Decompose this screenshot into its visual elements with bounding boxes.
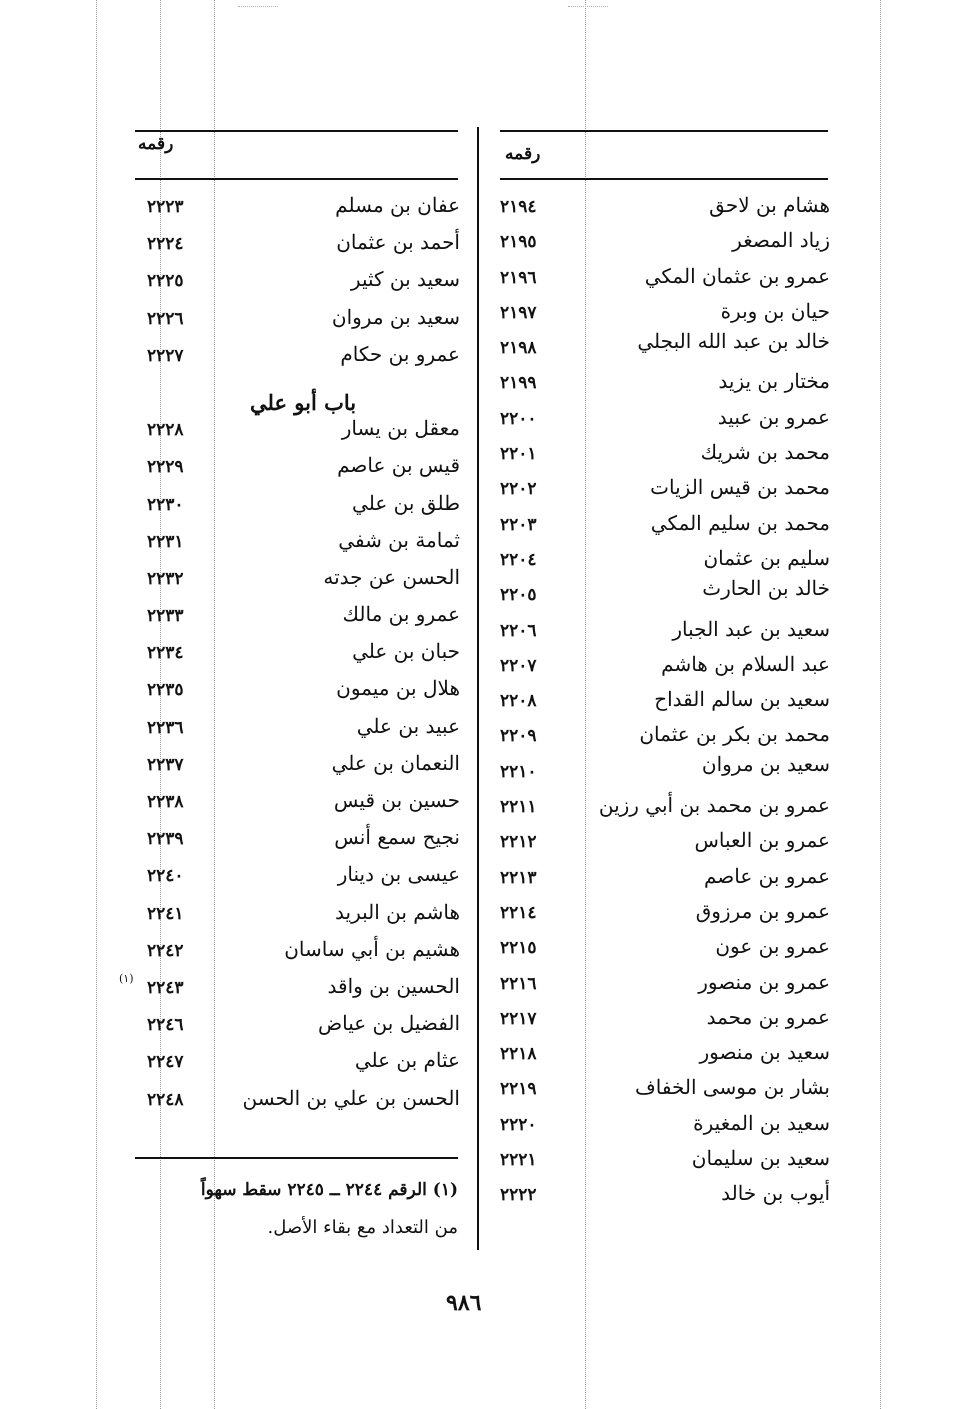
entry-name: عبيد بن علي bbox=[356, 713, 460, 738]
entry-name: طلق بن علي bbox=[352, 490, 460, 515]
entry-name: محمد بن شريك bbox=[700, 440, 830, 465]
entry-number: ٢٢٠١ bbox=[500, 444, 537, 465]
entry-number: ٢١٩٦ bbox=[500, 267, 537, 288]
entry-number: ٢٢٢١ bbox=[500, 1150, 537, 1171]
list-item bbox=[500, 511, 830, 546]
list-item bbox=[500, 793, 830, 828]
list-item bbox=[500, 475, 830, 510]
list-item bbox=[135, 751, 460, 788]
list-item bbox=[135, 1086, 460, 1123]
entry-number: ٢٢١٣ bbox=[500, 867, 537, 888]
entry-number: ٢٢١٨ bbox=[500, 1044, 537, 1065]
entry-name: سليم بن عثمان bbox=[703, 545, 830, 570]
list-item bbox=[135, 305, 460, 342]
entry-number: ٢٢٢٢ bbox=[500, 1185, 537, 1206]
entry-name: عمرو بن عون bbox=[715, 934, 830, 959]
entry-number: ٢٢٠٨ bbox=[500, 691, 537, 712]
entry-name: سعيد بن المغيرة bbox=[693, 1110, 830, 1135]
list-item bbox=[500, 581, 830, 616]
entry-name: هشيم بن أبي ساسان bbox=[284, 936, 460, 961]
entry-name: عيسى بن دينار bbox=[337, 862, 460, 887]
entry-number: ٢٢٣٣ bbox=[147, 606, 184, 627]
list-item bbox=[500, 687, 830, 722]
list-item bbox=[135, 639, 460, 676]
entry-name-secondary: خالد بن عبد الله البجلي bbox=[637, 328, 830, 353]
list-item bbox=[119, 971, 460, 1011]
list-item bbox=[500, 1040, 830, 1075]
entry-name: الحسن عن جدته bbox=[323, 564, 460, 589]
list-item bbox=[135, 193, 460, 230]
footnote-line-2: من التعداد مع بقاء الأصل. bbox=[267, 1217, 458, 1238]
entry-number: ٢٢٤٠ bbox=[147, 866, 184, 887]
entry-number: ٢٢٣٦ bbox=[147, 717, 184, 738]
entry-name: عمرو بن منصور bbox=[698, 969, 830, 994]
entry-name: عمرو بن مرزوق bbox=[695, 898, 830, 923]
entry-name: ثمامة بن شفي bbox=[338, 527, 460, 552]
entry-number: ٢٢٣٨ bbox=[147, 792, 184, 812]
scan-guide-line bbox=[568, 6, 608, 7]
list-item bbox=[500, 1005, 830, 1040]
list-item bbox=[135, 862, 460, 899]
list-item bbox=[135, 528, 460, 565]
left-header-top-rule bbox=[135, 130, 458, 132]
entry-name: عبد السلام بن هاشم bbox=[661, 651, 830, 676]
entry-number: ٢٢٤٧ bbox=[147, 1052, 184, 1073]
entry-number: ٢٢١٠ bbox=[500, 761, 537, 782]
list-item bbox=[500, 440, 830, 475]
list-item bbox=[135, 491, 460, 528]
entry-name: قيس بن عاصم bbox=[337, 453, 460, 478]
list-item bbox=[500, 1075, 830, 1110]
left-column-list bbox=[119, 193, 460, 1123]
entry-name: سعيد بن كثير bbox=[350, 267, 460, 292]
entry-name: عمرو بن عثمان المكي bbox=[644, 263, 830, 288]
page-number: ٩٨٦ bbox=[446, 1290, 482, 1316]
list-item bbox=[500, 864, 830, 899]
scan-guide-line bbox=[880, 0, 881, 1409]
entry-number: ٢٢٣٩ bbox=[147, 829, 184, 850]
entry-number: ٢٢٣٢ bbox=[147, 568, 184, 589]
entry-number: ٢١٩٧ bbox=[500, 302, 537, 323]
entry-number: ٢٢٢٥ bbox=[147, 271, 184, 292]
right-header-top-rule bbox=[500, 130, 828, 132]
entry-number: ٢٢٣٥ bbox=[147, 680, 184, 701]
list-item bbox=[135, 900, 460, 937]
entry-name: معقل بن يسار bbox=[341, 416, 460, 441]
entry-name: مختار بن يزيد bbox=[718, 369, 830, 394]
entry-name-secondary: خالد بن الحارث bbox=[702, 575, 830, 600]
list-item bbox=[135, 230, 460, 267]
entry-name: حسين بن قيس bbox=[333, 788, 460, 812]
list-item bbox=[500, 264, 830, 299]
list-item bbox=[500, 934, 830, 969]
entry-number: ٢٢١١ bbox=[500, 797, 537, 818]
entry-number: ٢٢٠٣ bbox=[500, 514, 537, 535]
entry-number: ٢٢٠٥ bbox=[500, 585, 537, 606]
entry-name: عمرو بن محمد bbox=[706, 1004, 830, 1029]
list-item bbox=[135, 676, 460, 713]
entry-number: ٢٢٤٢ bbox=[147, 940, 184, 961]
list-item bbox=[135, 1048, 460, 1085]
entry-name: هاشم بن البريد bbox=[335, 899, 460, 924]
entry-name-secondary: سعيد بن مروان bbox=[701, 752, 830, 777]
entry-number: ٢٢٢٨ bbox=[147, 420, 184, 441]
list-item bbox=[500, 193, 830, 228]
entry-name: عمرو بن محمد بن أبي رزين bbox=[598, 793, 830, 818]
list-item bbox=[135, 342, 460, 379]
entry-name: عمرو بن حكام bbox=[340, 341, 460, 366]
entry-number: ٢٢٣٧ bbox=[147, 754, 184, 775]
entry-number: ٢٢١٦ bbox=[500, 973, 537, 994]
entry-name: محمد بن قيس الزيات bbox=[650, 475, 830, 500]
list-item bbox=[135, 1011, 460, 1048]
entry-number: ٢٢٤٨ bbox=[147, 1089, 184, 1110]
entry-number: ٢٢٤٣ bbox=[147, 977, 184, 998]
entry-name: نجيح سمع أنس bbox=[334, 825, 460, 850]
entry-name: سعيد بن سليمان bbox=[691, 1146, 830, 1171]
list-item bbox=[500, 617, 830, 652]
entry-number: ٢٢٢٠ bbox=[500, 1114, 537, 1135]
list-item bbox=[500, 228, 830, 263]
entry-number: ٢٢٠٠ bbox=[500, 408, 537, 429]
entry-name: عثام بن علي bbox=[354, 1048, 460, 1073]
column-divider bbox=[477, 127, 479, 1250]
list-item bbox=[500, 334, 830, 369]
entry-name: حبان بن علي bbox=[352, 639, 460, 664]
list-item bbox=[135, 602, 460, 639]
entry-name: أيوب بن خالد bbox=[721, 1181, 830, 1206]
entry-name: عمرو بن عبيد bbox=[717, 404, 830, 429]
entry-name: عمرو بن عاصم bbox=[703, 863, 830, 888]
scan-guide-line bbox=[96, 0, 97, 1409]
entry-number: ٢٢٠٦ bbox=[500, 620, 537, 641]
list-item bbox=[500, 652, 830, 687]
entry-number: ٢٢٠٩ bbox=[500, 726, 537, 747]
right-column-list bbox=[500, 193, 830, 1217]
entry-number: ٢٢١٧ bbox=[500, 1008, 537, 1029]
footnote-marker: (١) bbox=[119, 971, 134, 985]
entry-name: حيان بن وبرة bbox=[720, 298, 830, 323]
list-item bbox=[500, 369, 830, 404]
entry-number: ٢٢٠٤ bbox=[500, 549, 537, 570]
list-item bbox=[500, 1146, 830, 1181]
entry-number: ٢١٩٤ bbox=[500, 197, 537, 217]
entry-name: أحمد بن عثمان bbox=[336, 230, 460, 255]
entry-number: ٢٢٢٣ bbox=[147, 197, 184, 217]
footnote-rule bbox=[135, 1157, 458, 1159]
entry-number: ٢٢٣٠ bbox=[147, 494, 184, 515]
list-item bbox=[500, 970, 830, 1005]
entry-number: ٢٢٣١ bbox=[147, 531, 184, 552]
entry-number: ٢٢٢٤ bbox=[147, 234, 184, 255]
entry-number: ٢٢١٤ bbox=[500, 902, 537, 923]
entry-number: ٢٢٤١ bbox=[147, 903, 184, 924]
entry-name: زياد المصغر bbox=[732, 228, 830, 253]
entry-name: هلال بن ميمون bbox=[336, 676, 460, 701]
entry-name: الفضيل بن عياض bbox=[317, 1011, 460, 1036]
footnote-line-1: (١) الرقم ٢٢٤٤ ــ ٢٢٤٥ سقط سهواً bbox=[200, 1180, 458, 1200]
list-item bbox=[135, 453, 460, 490]
entry-name: الحسن بن علي بن الحسن bbox=[242, 1085, 460, 1110]
right-header-bottom-rule bbox=[500, 178, 828, 180]
entry-name: سعيد بن منصور bbox=[699, 1040, 830, 1065]
entry-number: ٢١٩٥ bbox=[500, 232, 537, 253]
list-item bbox=[135, 788, 460, 825]
left-header-bottom-rule bbox=[135, 178, 458, 180]
entry-name: سعيد بن مروان bbox=[331, 304, 460, 329]
list-item bbox=[135, 267, 460, 304]
left-column-header: رقمه bbox=[138, 134, 174, 154]
list-item bbox=[500, 405, 830, 440]
entry-number: ٢٢١٩ bbox=[500, 1079, 537, 1100]
entry-number: ٢٢٢٦ bbox=[147, 308, 184, 329]
entry-name: عمرو بن العباس bbox=[694, 828, 830, 853]
right-column-header: رقمه bbox=[505, 144, 541, 164]
entry-number: ٢٢٢٧ bbox=[147, 345, 184, 366]
entry-name: سعيد بن سالم القداح bbox=[654, 687, 830, 712]
entry-number: ٢٢٤٦ bbox=[147, 1015, 184, 1036]
entry-number: ٢٢٠٧ bbox=[500, 655, 537, 676]
list-item bbox=[500, 828, 830, 863]
entry-number: ٢١٩٨ bbox=[500, 338, 537, 359]
entry-name: الحسين بن واقد bbox=[327, 973, 460, 998]
list-item bbox=[135, 937, 460, 974]
entry-name: بشار بن موسى الخفاف bbox=[635, 1075, 830, 1100]
entry-name: محمد بن سليم المكي bbox=[650, 510, 830, 535]
scan-guide-line bbox=[238, 6, 278, 7]
list-item bbox=[135, 825, 460, 862]
entry-number: ٢٢٠٢ bbox=[500, 479, 537, 500]
entry-number: ٢٢٢٩ bbox=[147, 457, 184, 478]
list-item bbox=[135, 416, 460, 453]
entry-number: ٢٢١٢ bbox=[500, 832, 537, 853]
list-item bbox=[500, 1111, 830, 1146]
entry-name: هشام بن لاحق bbox=[709, 193, 830, 217]
entry-number: ٢٢٣٤ bbox=[147, 643, 184, 664]
list-item bbox=[135, 565, 460, 602]
entry-number: ٢٢١٥ bbox=[500, 938, 537, 959]
entry-name: عمرو بن مالك bbox=[342, 602, 460, 627]
entry-name: عفان بن مسلم bbox=[335, 193, 460, 217]
entry-name: محمد بن بكر بن عثمان bbox=[639, 722, 830, 747]
entry-name: النعمان بن علي bbox=[331, 750, 460, 775]
list-item bbox=[500, 758, 830, 793]
list-item bbox=[135, 714, 460, 751]
entry-number: ٢١٩٩ bbox=[500, 373, 537, 394]
entry-name: سعيد بن عبد الجبار bbox=[672, 616, 830, 641]
list-item bbox=[500, 1181, 830, 1216]
section-heading: باب أبو علي bbox=[250, 390, 357, 415]
list-item bbox=[500, 899, 830, 934]
